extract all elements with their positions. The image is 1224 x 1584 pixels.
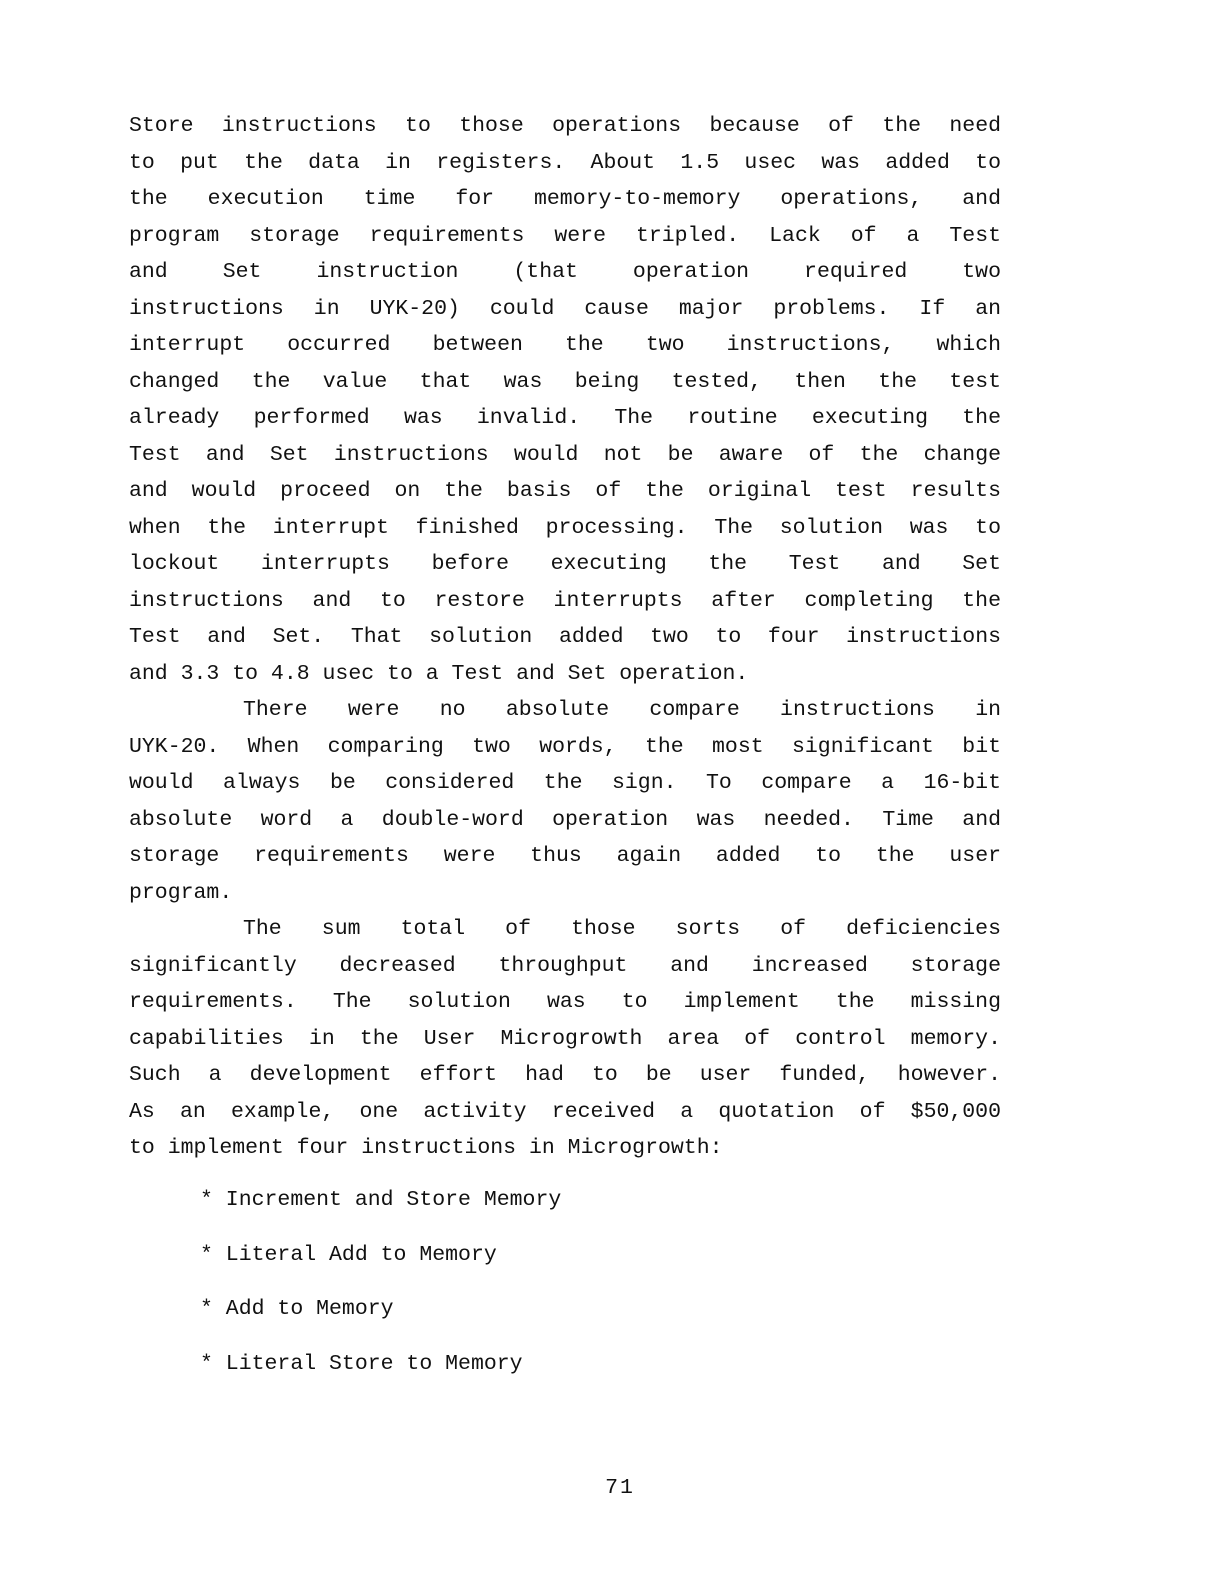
paragraph-absolute-compare-line: There were no absolute compare instructions in [243, 698, 1001, 722]
paragraph-store-instructions-line: and Set instruction (that operation required two [129, 260, 1001, 284]
list-item: * Add to Memory [200, 1297, 394, 1321]
list-item: * Increment and Store Memory [200, 1188, 562, 1212]
paragraph-store-instructions-line: lockout interrupts before executing the Test and Set [129, 552, 1001, 576]
body-text [129, 108, 1001, 1167]
paragraph-store-instructions-line: interrupt occurred between the two instructions, which [129, 333, 1001, 357]
paragraph-store-instructions-line: changed the value that was being tested, then the test [129, 369, 1001, 394]
paragraph-absolute-compare-line: UYK-20. When comparing two words, the most significant bit [129, 734, 1001, 759]
paragraph-store-instructions-line: and 3.3 to 4.8 usec to a Test and Set operation. [129, 661, 749, 686]
paragraph-store-instructions-line: instructions in UYK-20) could cause major problems. If an [129, 296, 1001, 321]
paragraph-sum-total-line: Such a development effort had to be user funded, however. [129, 1063, 1001, 1087]
instruction-list [200, 1180, 561, 1398]
paragraph-absolute-compare-line: program. [129, 880, 233, 905]
paragraph-store-instructions-line: when the interrupt finished processing. The solution was to [129, 515, 1001, 540]
paragraph-sum-total-line: As an example, one activity received a quotation of $50,000 [129, 1099, 1001, 1124]
paragraph-store-instructions-line: instructions and to restore interrupts after completing the [129, 588, 1001, 613]
paragraph-store-instructions-line: Store instructions to those operations because of the need [129, 114, 1001, 138]
list-item: * Literal Store to Memory [200, 1351, 523, 1376]
paragraph-store-instructions-line: to put the data in registers. About 1.5 usec was added to [129, 150, 1001, 175]
paragraph-sum-total-line: capabilities in the User Microgrowth area of control memory. [129, 1026, 1001, 1051]
paragraph-absolute-compare-line: storage requirements were thus again added to the user [129, 844, 1001, 868]
paragraph-store-instructions-line: already performed was invalid. The routine executing the [129, 406, 1001, 430]
paragraph-sum-total-line: significantly decreased throughput and increased storage [129, 953, 1001, 978]
paragraph-store-instructions-line: Test and Set instructions would not be aware of the change [129, 442, 1001, 467]
paragraph-store-instructions-line: Test and Set. That solution added two to four instructions [129, 625, 1001, 649]
page-number: 71 [605, 1476, 635, 1500]
paragraph-sum-total-line: to implement four instructions in Microgrowth: [129, 1136, 723, 1160]
paragraph-sum-total-line: requirements. The solution was to implement the missing [129, 990, 1001, 1014]
paragraph-store-instructions-line: and would proceed on the basis of the original test results [129, 479, 1001, 503]
paragraph-store-instructions-line: program storage requirements were tripled. Lack of a Test [129, 223, 1001, 248]
list-item: * Literal Add to Memory [200, 1242, 497, 1267]
paragraph-absolute-compare-line: would always be considered the sign. To compare a 16-bit [129, 771, 1001, 795]
paragraph-sum-total-line: The sum total of those sorts of deficiencies [243, 917, 1001, 941]
paragraph-absolute-compare-line: absolute word a double-word operation was needed. Time and [129, 807, 1001, 832]
paragraph-store-instructions-line: the execution time for memory-to-memory operations, and [129, 187, 1001, 211]
